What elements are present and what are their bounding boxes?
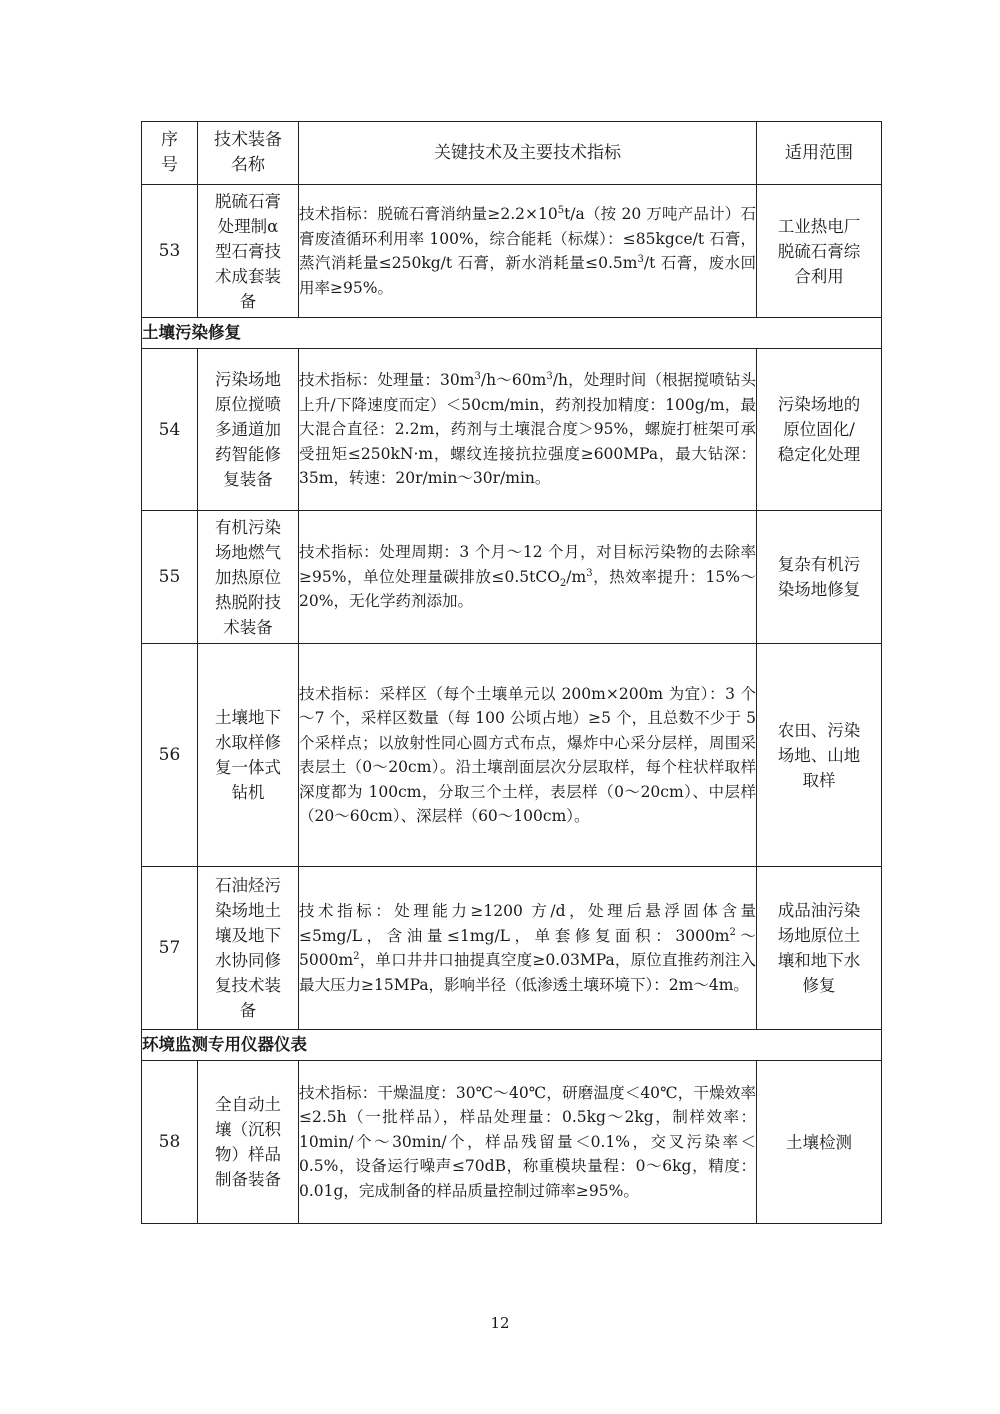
technical-indicators: 技术指标：处理量：$30m^3/h\sim 60m^3/h$，处理时间（根据搅喷钻头上升/下降速度而定）＜50cm/min，药剂投加精度：100g/m，最大混合直径：2.2m，药剂与土壤混合度＞95%，螺旋打桩架可承受扭矩≤250kN·m，螺纹连接抗拉强度≥600MPa，最大钻深：35m，转速：20r/min～30r/min。 xyxy=(299,349,757,511)
equipment-name: 有机污染 场地燃气 加热原位 热脱附技 术装备 xyxy=(198,511,299,644)
table-row xyxy=(142,511,882,644)
equipment-name: 石油烃污 染场地土 壤及地下 水协同修 复技术装 备 xyxy=(198,867,299,1030)
table-header-row xyxy=(142,122,882,185)
table-row xyxy=(142,867,882,1030)
header-scope: 适用范围 xyxy=(757,122,882,185)
application-scope: 复杂有机污 染场地修复 xyxy=(757,511,882,644)
section-heading-row xyxy=(142,1030,882,1061)
row-number: 57 xyxy=(142,867,198,1030)
equipment-name: 污染场地 原位搅喷 多通道加 药智能修 复装备 xyxy=(198,349,299,511)
header-indicators: 关键技术及主要技术指标 xyxy=(299,122,757,185)
table-row xyxy=(142,644,882,867)
section-heading-row xyxy=(142,318,882,349)
application-scope: 工业热电厂 脱硫石膏综 合利用 xyxy=(757,185,882,318)
table-row xyxy=(142,1061,882,1224)
technical-indicators: 技术指标：处理周期：3 个月～12 个月，对目标污染物的去除率≥95%，单位处理量碳排放$\le 0.5tCO_2/m^3$，热效率提升：15%～20%，无化学药剂添加。 xyxy=(299,511,757,644)
row-number: 56 xyxy=(142,644,198,867)
application-scope: 成品油污染 场地原位土 壤和地下水 修复 xyxy=(757,867,882,1030)
equipment-spec-table xyxy=(141,121,882,1224)
row-number: 53 xyxy=(142,185,198,318)
equipment-name: 土壤地下 水取样修 复一体式 钻机 xyxy=(198,644,299,867)
table-row xyxy=(142,185,882,318)
row-number: 54 xyxy=(142,349,198,511)
page-number: 12 xyxy=(490,1314,510,1332)
equipment-name: 脱硫石膏 处理制α 型石膏技 术成套装 备 xyxy=(198,185,299,318)
application-scope: 污染场地的 原位固化/ 稳定化处理 xyxy=(757,349,882,511)
row-number: 58 xyxy=(142,1061,198,1224)
technical-indicators: 技术指标：采样区（每个土壤单元以 200m×200m 为宜）：3 个～7 个，采样区数量（每 100 公顷占地）≥5 个，且总数不少于 5 个采样点；以放射性同心圆方式布点，爆炸中心采分层样，周围采表层土（0～20cm）。沿土壤剖面层次分层取样，每个柱状样取样深度都为 100cm，分取三个土样，表层样（0～20cm）、中层样（20～60cm）、深层样（60～100cm）。 xyxy=(299,644,757,867)
equipment-name: 全自动土 壤（沉积 物）样品 制备装备 xyxy=(198,1061,299,1224)
application-scope: 土壤检测 xyxy=(757,1061,882,1224)
table-row xyxy=(142,349,882,511)
technical-indicators: 技术指标：处理能力≥1200 方/d，处理后悬浮固体含量≤5mg/L，含油量≤1mg/L，单套修复面积：$3000m^2\sim 5000m^2$，单口井井口抽提真空度≥0.03MPa，原位直推药剂注入最大压力≥15MPa，影响半径（低渗透土壤环境下）：2m～4m。 xyxy=(299,867,757,1030)
section-heading: 环境监测专用仪器仪表 xyxy=(142,1030,882,1061)
section-heading: 土壤污染修复 xyxy=(142,318,882,349)
row-number: 55 xyxy=(142,511,198,644)
header-no: 序 号 xyxy=(142,122,198,185)
technical-indicators: 技术指标：干燥温度：30℃～40℃，研磨温度＜40℃，干燥效率≤2.5h（一批样品），样品处理量：0.5kg～2kg，制样效率：10min/个～30min/个，样品残留量＜0.1%，交叉污染率＜0.5%，设备运行噪声≤70dB，称重模块量程：0～6kg，精度：0.01g，完成制备的样品质量控制过筛率≥95%。 xyxy=(299,1061,757,1224)
application-scope: 农田、污染 场地、山地 取样 xyxy=(757,644,882,867)
technical-indicators: 技术指标：脱硫石膏消纳量$\ge 2.2\times 10^5t/a$（按 20 万吨产品计）石膏废渣循环利用率 100%，综合能耗（标煤）：≤85kgce/t 石膏，蒸汽消耗量≤250kg/t 石膏，新水消耗量$\le 0.5m^3/t$ 石膏，废水回用率≥95%。 xyxy=(299,185,757,318)
header-name: 技术装备 名称 xyxy=(198,122,299,185)
